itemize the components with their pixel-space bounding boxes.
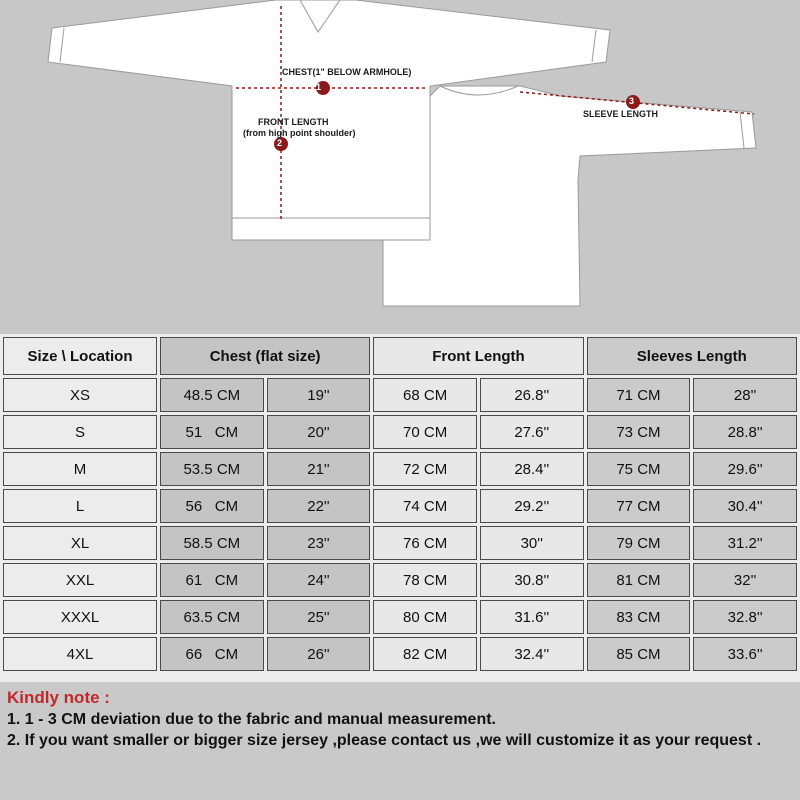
size-cell: L xyxy=(3,489,157,523)
front-cm-cell: 74 CM xyxy=(373,489,477,523)
sleeve-in-cell: 32.8'' xyxy=(693,600,797,634)
front-length-sublabel: (from high point shoulder) xyxy=(243,128,356,138)
chest-cm-cell: 48.5 CM xyxy=(160,378,264,412)
table-header-row xyxy=(3,337,797,375)
front-cm-cell: 80 CM xyxy=(373,600,477,634)
front-in-cell: 31.6'' xyxy=(480,600,584,634)
chest-cm-cell: 66 CM xyxy=(160,637,264,671)
note-line-2: 2. If you want smaller or bigger size jersey ,please contact us ,we will customize it as your request . xyxy=(7,732,762,749)
front-cm-cell: 70 CM xyxy=(373,415,477,449)
sleeve-in-cell: 30.4'' xyxy=(693,489,797,523)
chest-marker-number: 1 xyxy=(316,82,322,92)
jersey-diagram xyxy=(0,0,800,334)
chest-in-cell: 24'' xyxy=(267,563,371,597)
front-cm-cell: 76 CM xyxy=(373,526,477,560)
chest-in-cell: 21'' xyxy=(267,452,371,486)
chest-in-cell: 20'' xyxy=(267,415,371,449)
chest-cm-cell: 58.5 CM xyxy=(160,526,264,560)
size-cell: XXXL xyxy=(3,600,157,634)
sleeve-in-cell: 28'' xyxy=(693,378,797,412)
sleeve-marker-number: 3 xyxy=(629,96,635,106)
note-section xyxy=(0,682,800,800)
sleeve-cm-cell: 83 CM xyxy=(587,600,691,634)
front-cm-cell: 78 CM xyxy=(373,563,477,597)
note-title: Kindly note : xyxy=(7,688,110,707)
header-size-location: Size \ Location xyxy=(3,337,157,375)
size-cell: S xyxy=(3,415,157,449)
table-row xyxy=(3,452,797,486)
sleeve-cm-cell: 79 CM xyxy=(587,526,691,560)
size-cell: M xyxy=(3,452,157,486)
table-row xyxy=(3,378,797,412)
size-cell: XL xyxy=(3,526,157,560)
front-length-label: FRONT LENGTH xyxy=(258,117,329,127)
chest-in-cell: 25'' xyxy=(267,600,371,634)
sleeve-cm-cell: 81 CM xyxy=(587,563,691,597)
sleeve-in-cell: 32'' xyxy=(693,563,797,597)
chest-cm-cell: 56 CM xyxy=(160,489,264,523)
note-line-1: 1. 1 - 3 CM deviation due to the fabric and manual measurement. xyxy=(7,711,496,728)
sleeve-in-cell: 31.2'' xyxy=(693,526,797,560)
sleeve-length-label: SLEEVE LENGTH xyxy=(583,109,659,119)
table-row xyxy=(3,489,797,523)
chest-in-cell: 22'' xyxy=(267,489,371,523)
front-cm-cell: 68 CM xyxy=(373,378,477,412)
sleeve-cm-cell: 75 CM xyxy=(587,452,691,486)
front-in-cell: 26.8'' xyxy=(480,378,584,412)
size-table xyxy=(0,334,800,674)
header-chest: Chest (flat size) xyxy=(160,337,370,375)
front-in-cell: 32.4'' xyxy=(480,637,584,671)
table-row xyxy=(3,563,797,597)
chest-cm-cell: 63.5 CM xyxy=(160,600,264,634)
chest-in-cell: 19'' xyxy=(267,378,371,412)
sleeve-in-cell: 28.8'' xyxy=(693,415,797,449)
table-row xyxy=(3,637,797,671)
size-chart xyxy=(0,334,800,682)
sleeve-in-cell: 33.6'' xyxy=(693,637,797,671)
size-cell: XS xyxy=(3,378,157,412)
size-cell: 4XL xyxy=(3,637,157,671)
chest-in-cell: 26'' xyxy=(267,637,371,671)
size-cell: XXL xyxy=(3,563,157,597)
chest-cm-cell: 61 CM xyxy=(160,563,264,597)
chest-cm-cell: 51 CM xyxy=(160,415,264,449)
table-row xyxy=(3,526,797,560)
sleeve-cm-cell: 73 CM xyxy=(587,415,691,449)
header-front-length: Front Length xyxy=(373,337,583,375)
chest-cm-cell: 53.5 CM xyxy=(160,452,264,486)
front-in-cell: 28.4'' xyxy=(480,452,584,486)
table-row xyxy=(3,415,797,449)
jersey-drawing xyxy=(0,0,800,334)
sleeve-cm-cell: 77 CM xyxy=(587,489,691,523)
front-length-marker-number: 2 xyxy=(277,138,283,148)
front-cm-cell: 72 CM xyxy=(373,452,477,486)
sleeve-cm-cell: 85 CM xyxy=(587,637,691,671)
front-in-cell: 30.8'' xyxy=(480,563,584,597)
front-in-cell: 30'' xyxy=(480,526,584,560)
front-in-cell: 29.2'' xyxy=(480,489,584,523)
sleeve-in-cell: 29.6'' xyxy=(693,452,797,486)
front-cm-cell: 82 CM xyxy=(373,637,477,671)
header-sleeves-length: Sleeves Length xyxy=(587,337,797,375)
table-row xyxy=(3,600,797,634)
chest-label: CHEST(1" BELOW ARMHOLE) xyxy=(282,67,412,77)
jersey-back-view xyxy=(383,86,756,306)
chest-in-cell: 23'' xyxy=(267,526,371,560)
sleeve-cm-cell: 71 CM xyxy=(587,378,691,412)
front-in-cell: 27.6'' xyxy=(480,415,584,449)
